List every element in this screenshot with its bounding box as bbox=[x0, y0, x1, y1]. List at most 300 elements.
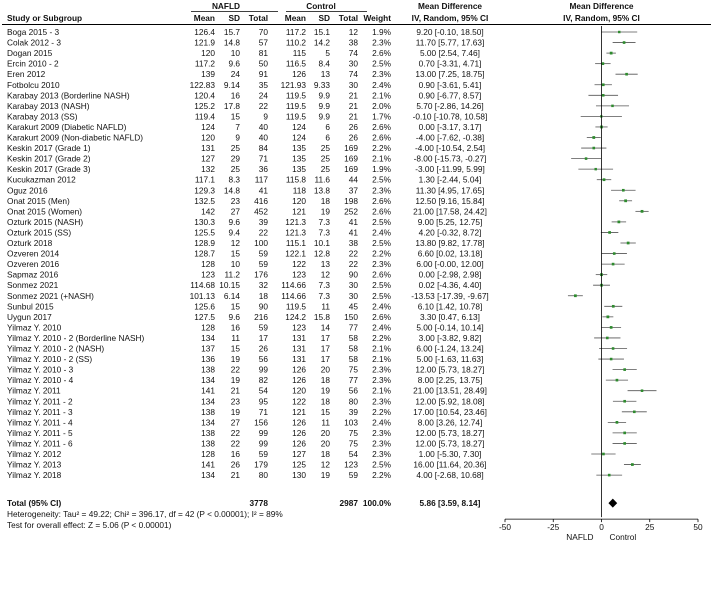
effect-square bbox=[592, 136, 595, 139]
nafld-sd: 17.8 bbox=[223, 100, 240, 111]
nafld-total: 82 bbox=[258, 375, 268, 386]
control-total: 41 bbox=[348, 216, 358, 227]
weight-value: 2.2% bbox=[372, 143, 391, 154]
weight-value: 2.4% bbox=[372, 301, 391, 312]
study-label: Kucukazman 2012 bbox=[7, 174, 76, 185]
weight-value: 2.5% bbox=[372, 290, 391, 301]
nafld-sd: 19 bbox=[230, 406, 240, 417]
nafld-mean: 132.5 bbox=[194, 195, 215, 206]
effect-square bbox=[623, 442, 626, 445]
control-total: 56 bbox=[348, 385, 358, 396]
nafld-sd: 22 bbox=[230, 364, 240, 375]
control-sd: 20 bbox=[320, 427, 330, 438]
study-label: Karakurt 2009 (Non-diabetic NAFLD) bbox=[7, 132, 144, 143]
nafld-sd: 25 bbox=[230, 143, 240, 154]
control-sd: 25 bbox=[320, 153, 330, 164]
effect-square bbox=[608, 231, 611, 234]
control-mean: 126 bbox=[292, 69, 306, 80]
control-total: 75 bbox=[348, 364, 358, 375]
ci-text: -3.00 [-11.99, 5.99] bbox=[415, 164, 485, 175]
x-tick-label: 25 bbox=[645, 522, 655, 533]
ci-text: 9.20 [-0.10, 18.50] bbox=[416, 27, 484, 37]
control-mean: 130 bbox=[292, 470, 306, 481]
study-label: Yilmaz Y. 2011 - 6 bbox=[7, 438, 73, 449]
nafld-sd: 16 bbox=[230, 90, 240, 101]
ci-text: -4.00 [-10.54, 2.54] bbox=[414, 143, 486, 154]
nafld-mean: 134 bbox=[201, 396, 215, 407]
weight-value: 2.6% bbox=[372, 206, 391, 217]
study-label: Yilmaz Y. 2010 - 2 (NASH) bbox=[7, 343, 105, 354]
nafld-mean: 127.5 bbox=[194, 311, 215, 322]
study-label: Yilmaz Y. 2011 - 3 bbox=[7, 406, 73, 417]
control-mean: 123 bbox=[292, 269, 306, 280]
study-label: Yilmaz Y. 2010 - 2 (Borderline NASH) bbox=[7, 332, 145, 343]
effect-square bbox=[585, 157, 588, 160]
nafld-sd: 15.7 bbox=[223, 27, 240, 37]
control-total: 21 bbox=[348, 90, 358, 101]
nafld-sd: 8.3 bbox=[228, 174, 240, 185]
nafld-mean: 129.3 bbox=[194, 185, 215, 196]
nafld-mean: 128 bbox=[201, 322, 215, 333]
col-header-sd-nafld: SD bbox=[228, 13, 240, 23]
effect-square bbox=[608, 474, 611, 477]
md-header-right: Mean Difference bbox=[569, 1, 634, 11]
control-mean: 131 bbox=[292, 332, 306, 343]
control-total: 169 bbox=[344, 153, 358, 164]
control-sd: 6 bbox=[325, 121, 330, 132]
control-sd: 14.2 bbox=[313, 37, 330, 48]
nafld-sd: 16 bbox=[230, 322, 240, 333]
control-total: 169 bbox=[344, 164, 358, 175]
col-header-mean-nafld: Mean bbox=[193, 13, 215, 23]
study-label: Karabay 2013 (Borderline NASH) bbox=[7, 90, 130, 101]
control-mean: 115.8 bbox=[285, 174, 306, 185]
study-label: Yilmaz Y. 2018 bbox=[7, 470, 62, 481]
effect-square bbox=[641, 389, 644, 392]
control-sd: 15.8 bbox=[313, 311, 330, 322]
nafld-sd: 19 bbox=[230, 375, 240, 386]
nafld-total: 56 bbox=[258, 354, 268, 365]
nafld-mean: 128 bbox=[201, 259, 215, 270]
nafld-mean: 128 bbox=[201, 449, 215, 459]
nafld-total: 117 bbox=[254, 174, 268, 185]
control-mean: 119.5 bbox=[285, 301, 306, 312]
study-label: Ozveren 2014 bbox=[7, 248, 60, 259]
ci-text: 13.80 [9.82, 17.78] bbox=[415, 238, 485, 248]
control-sd: 12.8 bbox=[313, 248, 330, 259]
ci-text: 6.00 [-1.24, 13.24] bbox=[416, 343, 484, 354]
effect-square bbox=[618, 31, 620, 33]
control-sd: 19 bbox=[320, 470, 330, 481]
nafld-total: 452 bbox=[254, 206, 268, 217]
weight-value: 2.2% bbox=[372, 332, 391, 343]
control-mean: 114.66 bbox=[281, 280, 306, 291]
effect-square bbox=[611, 105, 614, 108]
col-header-weight: Weight bbox=[363, 13, 391, 23]
nafld-total: 26 bbox=[258, 343, 268, 354]
control-total: 198 bbox=[344, 195, 358, 206]
weight-value: 1.9% bbox=[372, 27, 391, 37]
ci-text: 12.00 [5.92, 18.08] bbox=[415, 396, 485, 407]
nafld-mean: 119.4 bbox=[194, 111, 215, 122]
ci-text: 16.00 [11.64, 20.36] bbox=[413, 459, 487, 470]
control-total: 30 bbox=[348, 58, 358, 69]
nafld-total: 22 bbox=[258, 100, 268, 111]
nafld-sd: 14.8 bbox=[223, 185, 240, 196]
control-total: 37 bbox=[348, 185, 358, 196]
nafld-sd: 29 bbox=[230, 153, 240, 164]
weight-value: 2.4% bbox=[372, 227, 391, 238]
nafld-total: 54 bbox=[258, 385, 268, 396]
control-sd: 9.9 bbox=[318, 111, 330, 122]
nafld-mean: 138 bbox=[201, 427, 215, 438]
nafld-total: 71 bbox=[258, 406, 268, 417]
control-mean: 121 bbox=[292, 406, 306, 417]
nafld-total: 70 bbox=[258, 27, 268, 37]
control-mean: 121.3 bbox=[285, 216, 306, 227]
control-total: 59 bbox=[348, 470, 358, 481]
nafld-sd: 10.15 bbox=[219, 280, 240, 291]
ci-text: 11.70 [5.77, 17.63] bbox=[415, 37, 485, 48]
control-sd: 11.6 bbox=[314, 174, 330, 185]
ci-text: 5.00 [-1.63, 11.63] bbox=[416, 354, 484, 365]
nafld-total: 99 bbox=[258, 364, 268, 375]
study-label: Yilmaz Y. 2010 bbox=[7, 322, 62, 333]
ci-text: 8.00 [2.25, 13.75] bbox=[417, 375, 483, 386]
control-total: 123 bbox=[344, 459, 358, 470]
nafld-mean: 120 bbox=[201, 132, 215, 143]
effect-square bbox=[606, 337, 609, 340]
control-mean: 127 bbox=[292, 449, 306, 459]
control-mean: 126 bbox=[292, 364, 306, 375]
nafld-total: 99 bbox=[258, 427, 268, 438]
nafld-sd: 19 bbox=[230, 354, 240, 365]
nafld-sd: 6.14 bbox=[223, 290, 240, 301]
effect-square bbox=[622, 189, 625, 192]
ci-text: 12.00 [5.73, 18.27] bbox=[415, 364, 485, 375]
nafld-sd: 27 bbox=[230, 417, 240, 428]
study-label: Boga 2015 - 3 bbox=[7, 27, 60, 37]
nafld-total: 22 bbox=[258, 227, 268, 238]
nafld-mean: 128.9 bbox=[194, 238, 215, 248]
nafld-sd: 10 bbox=[230, 48, 240, 59]
favours-control-label: Control bbox=[609, 532, 637, 543]
nafld-total: 99 bbox=[258, 438, 268, 449]
weight-value: 1.7% bbox=[372, 111, 391, 122]
control-mean: 115 bbox=[292, 48, 306, 59]
control-sd: 18 bbox=[320, 375, 330, 386]
control-sd: 19 bbox=[320, 206, 330, 217]
ci-text: -4.00 [-7.62, -0.38] bbox=[415, 132, 485, 143]
effect-square bbox=[633, 411, 636, 414]
ci-text: 9.00 [5.25, 12.75] bbox=[417, 216, 483, 227]
effect-square bbox=[641, 210, 644, 213]
ci-text: 1.30 [-2.44, 5.04] bbox=[418, 174, 482, 185]
ci-text: -0.10 [-10.78, 10.58] bbox=[412, 111, 488, 122]
study-label: Ozturk 2018 bbox=[7, 238, 53, 248]
ci-text: 5.70 [-2.86, 14.26] bbox=[416, 100, 484, 111]
nafld-mean: 139 bbox=[201, 69, 215, 80]
effect-square bbox=[616, 421, 619, 424]
control-total: 169 bbox=[344, 143, 358, 154]
control-sd: 18 bbox=[320, 449, 330, 459]
control-total: 77 bbox=[348, 322, 358, 333]
nafld-total: 18 bbox=[258, 290, 268, 301]
effect-square bbox=[612, 305, 615, 308]
control-mean: 135 bbox=[292, 143, 306, 154]
control-total: 26 bbox=[348, 132, 358, 143]
control-total: 21 bbox=[348, 100, 358, 111]
nafld-total: 156 bbox=[254, 417, 268, 428]
nafld-mean: 117.1 bbox=[194, 174, 215, 185]
weight-value: 2.2% bbox=[372, 470, 391, 481]
nafld-sd: 22 bbox=[230, 427, 240, 438]
weight-value: 2.3% bbox=[372, 259, 391, 270]
ci-text: 6.10 [1.42, 10.78] bbox=[417, 301, 483, 312]
nafld-sd: 11.2 bbox=[224, 269, 240, 280]
nafld-mean: 122.83 bbox=[189, 79, 215, 90]
favours-nafld-label: NAFLD bbox=[566, 532, 594, 543]
nafld-mean: 114.68 bbox=[190, 280, 215, 291]
study-label: Yilmaz Y. 2011 - 5 bbox=[7, 427, 73, 438]
ci-text: 1.00 [-5.30, 7.30] bbox=[418, 449, 482, 459]
control-sd: 19 bbox=[320, 385, 330, 396]
nafld-total: 9 bbox=[263, 111, 268, 122]
weight-value: 2.6% bbox=[372, 132, 391, 143]
effect-square bbox=[618, 221, 621, 224]
effect-square bbox=[610, 52, 613, 55]
ci-text: 21.00 [13.51, 28.49] bbox=[413, 385, 487, 396]
total-control: 2987 bbox=[339, 498, 358, 509]
weight-value: 2.3% bbox=[372, 438, 391, 449]
control-mean: 122.1 bbox=[285, 248, 306, 259]
study-label: Yilmaz Y. 2013 bbox=[7, 459, 62, 470]
weight-value: 2.3% bbox=[372, 396, 391, 407]
control-total: 38 bbox=[348, 238, 358, 248]
nafld-mean: 125.6 bbox=[194, 301, 215, 312]
study-label: Oguz 2016 bbox=[7, 185, 48, 196]
weight-value: 2.2% bbox=[372, 406, 391, 417]
ci-text: 5.00 [-0.14, 10.14] bbox=[416, 322, 484, 333]
nafld-total: 71 bbox=[258, 153, 268, 164]
ci-text: -8.00 [-15.73, -0.27] bbox=[413, 153, 487, 164]
control-mean: 115.1 bbox=[285, 238, 306, 248]
control-total: 44 bbox=[348, 174, 358, 185]
control-sd: 13 bbox=[320, 69, 330, 80]
nafld-sd: 15 bbox=[230, 248, 240, 259]
control-total: 22 bbox=[348, 248, 358, 259]
nafld-total: 35 bbox=[258, 79, 268, 90]
nafld-sd: 9.6 bbox=[228, 58, 240, 69]
nafld-mean: 141 bbox=[201, 385, 215, 396]
nafld-total: 91 bbox=[258, 69, 268, 80]
effect-square bbox=[623, 368, 626, 371]
study-label: Eren 2012 bbox=[7, 69, 46, 80]
pooled-diamond bbox=[608, 499, 617, 508]
nafld-mean: 134 bbox=[201, 417, 215, 428]
control-sd: 10.1 bbox=[313, 238, 330, 248]
nafld-sd: 26 bbox=[230, 459, 240, 470]
study-label: Karakurt 2009 (Diabetic NAFLD) bbox=[7, 121, 127, 132]
nafld-total: 176 bbox=[254, 269, 268, 280]
weight-value: 2.3% bbox=[372, 364, 391, 375]
control-mean: 126 bbox=[292, 417, 306, 428]
study-label: Keskin 2017 (Grade 3) bbox=[7, 164, 91, 175]
weight-value: 1.9% bbox=[372, 164, 391, 175]
study-label: Sunbul 2015 bbox=[7, 301, 54, 312]
weight-value: 2.3% bbox=[372, 449, 391, 459]
ci-text: 0.90 [-3.61, 5.41] bbox=[418, 79, 482, 90]
nafld-sd: 15 bbox=[230, 343, 240, 354]
control-mean: 135 bbox=[292, 164, 306, 175]
effect-square bbox=[616, 379, 619, 382]
control-total: 26 bbox=[348, 121, 358, 132]
control-mean: 124 bbox=[292, 121, 306, 132]
col-header-ci: IV, Random, 95% CI bbox=[411, 13, 489, 23]
nafld-sd: 10 bbox=[230, 259, 240, 270]
control-mean: 123 bbox=[292, 322, 306, 333]
weight-value: 2.5% bbox=[372, 174, 391, 185]
nafld-sd: 11 bbox=[231, 332, 240, 343]
ci-text: 12.00 [5.73, 18.27] bbox=[415, 427, 485, 438]
nafld-total: 59 bbox=[258, 322, 268, 333]
x-tick-label: 0 bbox=[599, 522, 604, 533]
control-mean: 131 bbox=[292, 343, 306, 354]
control-sd: 11 bbox=[321, 417, 330, 428]
nafld-mean: 137 bbox=[201, 343, 215, 354]
control-total: 41 bbox=[348, 227, 358, 238]
ci-text: -13.53 [-17.39, -9.67] bbox=[411, 290, 489, 301]
study-label: Sapmaz 2016 bbox=[7, 269, 59, 280]
study-label: Onat 2015 (Women) bbox=[7, 206, 83, 217]
effect-square bbox=[592, 147, 595, 150]
effect-square bbox=[603, 178, 606, 181]
control-total: 45 bbox=[348, 301, 358, 312]
nafld-mean: 142 bbox=[201, 206, 215, 217]
control-total: 30 bbox=[348, 79, 358, 90]
weight-value: 2.5% bbox=[372, 459, 391, 470]
weight-value: 2.6% bbox=[372, 48, 391, 59]
x-tick-label: -50 bbox=[499, 522, 511, 533]
nafld-mean: 134 bbox=[201, 332, 215, 343]
nafld-sd: 23 bbox=[230, 396, 240, 407]
weight-value: 2.4% bbox=[372, 322, 391, 333]
control-mean: 126 bbox=[292, 438, 306, 449]
control-mean: 122 bbox=[292, 396, 306, 407]
control-total: 12 bbox=[348, 27, 358, 37]
control-total: 30 bbox=[348, 280, 358, 291]
weight-value: 2.3% bbox=[372, 185, 391, 196]
control-mean: 135 bbox=[292, 153, 306, 164]
study-label: Yilmaz Y. 2010 - 4 bbox=[7, 375, 74, 386]
nafld-mean: 101.13 bbox=[189, 290, 215, 301]
study-label: Uygun 2017 bbox=[7, 311, 52, 322]
nafld-total: 59 bbox=[258, 259, 268, 270]
nafld-sd: 15 bbox=[230, 301, 240, 312]
study-label: Colak 2012 - 3 bbox=[7, 37, 61, 48]
effect-square bbox=[602, 94, 605, 97]
weight-value: 2.1% bbox=[372, 343, 391, 354]
control-total: 75 bbox=[348, 438, 358, 449]
control-sd: 5 bbox=[325, 48, 330, 59]
nafld-total: 81 bbox=[258, 48, 268, 59]
control-total: 21 bbox=[348, 111, 358, 122]
x-tick-label: 50 bbox=[693, 522, 703, 533]
control-mean: 117.2 bbox=[285, 27, 306, 37]
nafld-sd: 14.8 bbox=[223, 37, 240, 48]
control-total: 38 bbox=[348, 37, 358, 48]
effect-square bbox=[612, 347, 615, 350]
study-label: Sonmez 2021 bbox=[7, 280, 59, 291]
nafld-mean: 141 bbox=[201, 459, 215, 470]
control-sd: 9.33 bbox=[313, 79, 330, 90]
col-header-total-control: Total bbox=[338, 13, 358, 23]
effect-square bbox=[594, 168, 596, 170]
col-header-total-nafld: Total bbox=[248, 13, 268, 23]
weight-value: 2.5% bbox=[372, 216, 391, 227]
weight-value: 2.1% bbox=[372, 354, 391, 365]
control-mean: 126 bbox=[292, 427, 306, 438]
col-header-sd-control: SD bbox=[318, 13, 330, 23]
effect-square bbox=[624, 199, 627, 202]
effect-square bbox=[602, 453, 605, 456]
nafld-total: 40 bbox=[258, 121, 268, 132]
control-total: 77 bbox=[348, 375, 358, 386]
control-mean: 114.66 bbox=[281, 290, 306, 301]
nafld-total: 39 bbox=[258, 216, 268, 227]
weight-value: 2.2% bbox=[372, 248, 391, 259]
effect-square bbox=[606, 315, 609, 318]
col-header-mean-control: Mean bbox=[284, 13, 306, 23]
nafld-sd: 9.6 bbox=[228, 216, 240, 227]
effect-square bbox=[613, 252, 616, 255]
study-label: Karabay 2013 (SS) bbox=[7, 111, 78, 122]
effect-square bbox=[610, 326, 613, 329]
control-sd: 7.3 bbox=[318, 290, 330, 301]
control-group-header: Control bbox=[306, 1, 336, 11]
study-label: Keskin 2017 (Grade 1) bbox=[7, 143, 91, 154]
nafld-mean: 134 bbox=[201, 470, 215, 481]
nafld-mean: 136 bbox=[201, 354, 215, 365]
nafld-mean: 120.4 bbox=[194, 90, 215, 101]
ci-text: 8.00 [3.26, 12.74] bbox=[417, 417, 483, 428]
control-total: 90 bbox=[348, 269, 358, 280]
total-nafld: 3778 bbox=[249, 498, 268, 509]
control-total: 80 bbox=[348, 396, 358, 407]
nafld-total: 50 bbox=[258, 58, 268, 69]
study-label: Sonmez 2021 (+NASH) bbox=[7, 290, 94, 301]
nafld-sd: 9 bbox=[235, 132, 240, 143]
control-sd: 25 bbox=[320, 164, 330, 175]
control-sd: 12 bbox=[320, 269, 330, 280]
ci-text: 11.30 [4.95, 17.65] bbox=[415, 185, 485, 196]
control-total: 58 bbox=[348, 332, 358, 343]
ci-text: 5.00 [2.54, 7.46] bbox=[420, 48, 480, 59]
weight-value: 2.0% bbox=[372, 100, 391, 111]
nafld-total: 40 bbox=[258, 132, 268, 143]
nafld-sd: 21 bbox=[230, 385, 240, 396]
weight-value: 2.4% bbox=[372, 79, 391, 90]
ci-text: 6.60 [0.02, 13.18] bbox=[417, 248, 483, 259]
ci-text: 0.00 [-3.17, 3.17] bbox=[418, 121, 482, 132]
control-sd: 8.4 bbox=[318, 58, 330, 69]
control-sd: 6 bbox=[325, 132, 330, 143]
control-total: 22 bbox=[348, 259, 358, 270]
nafld-mean: 121.9 bbox=[194, 37, 215, 48]
study-label: Ozturk 2015 (NASH) bbox=[7, 216, 84, 227]
nafld-total: 179 bbox=[254, 459, 268, 470]
control-sd: 14 bbox=[320, 322, 330, 333]
